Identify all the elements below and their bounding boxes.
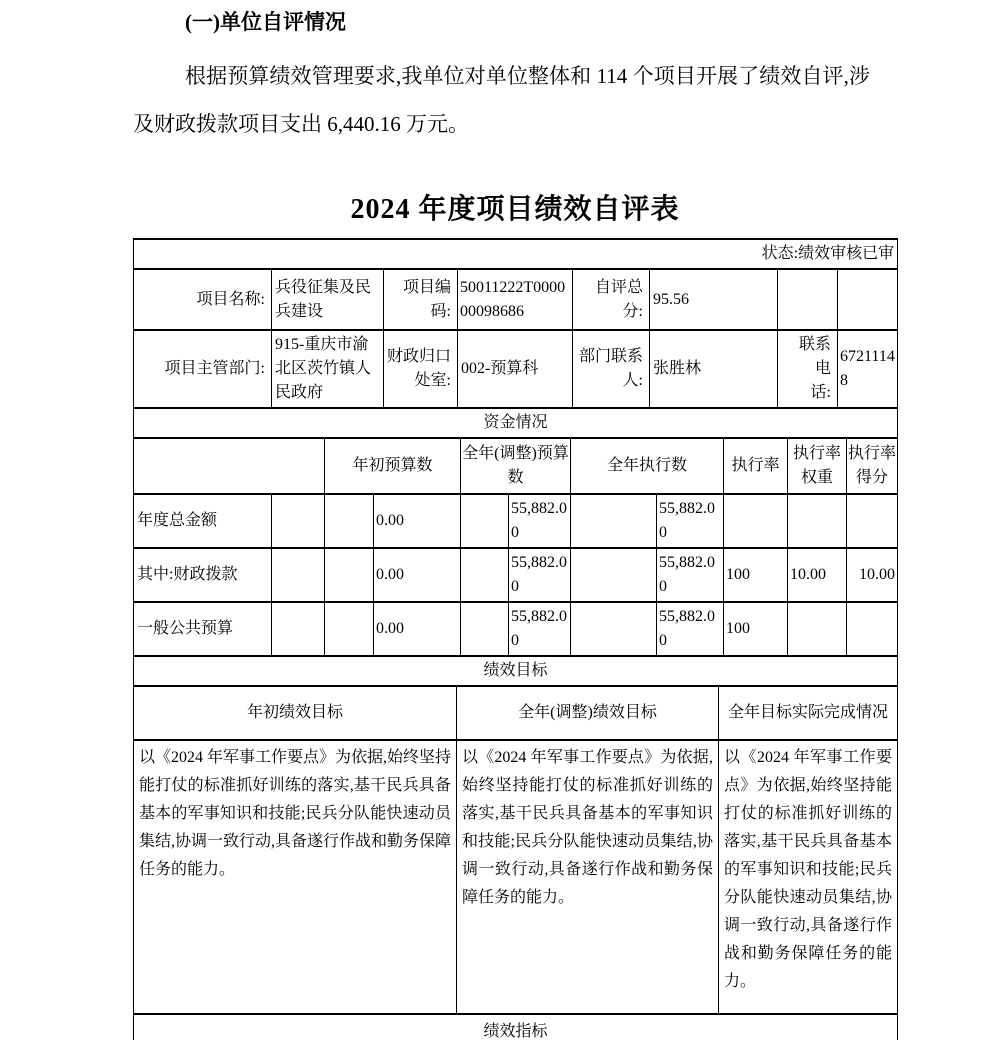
phone-label: 联系电话: [778,330,838,408]
empty-cell [272,548,325,602]
dept-value: 915-重庆市渝北区茨竹镇人民政府 [272,330,384,408]
goals-section-title: 绩效目标 [134,656,898,686]
self-score-label: 自评总分: [573,269,650,330]
empty-cell [272,602,325,656]
executed-value: 55,882.00 [657,494,724,548]
adjusted-budget-value: 55,882.00 [509,494,571,548]
indicators-table [133,1013,898,1040]
initial-budget-value: 0.00 [374,494,461,548]
empty-cell [272,494,325,548]
rate-value [724,494,788,548]
executed-value: 55,882.00 [657,548,724,602]
section-heading: (一)单位自评情况 [185,10,346,34]
funding-section-row [134,408,898,438]
indicators-section-title: 绩效指标 [134,1014,898,1040]
funding-row-label: 年度总金额 [134,494,272,548]
document-content [133,8,897,1040]
funding-header-score: 执行率得分 [847,438,898,494]
empty-cell [571,548,657,602]
empty-cell [571,602,657,656]
project-name-value: 兵役征集及民兵建设 [272,269,384,330]
goals-header-adjusted: 全年(调整)绩效目标 [457,686,719,740]
funding-header-initial: 年初预算数 [325,438,461,494]
table-title: 2024 年度项目绩效自评表 [350,194,680,225]
empty-cell [461,548,509,602]
project-name-row [134,269,898,330]
contact-label: 部门联系人: [573,330,650,408]
score-value [847,494,898,548]
funding-row-total [134,494,898,548]
score-value [847,602,898,656]
actual-goal-text: 以《2024 年军事工作要点》为依据,始终坚持能打仗的标准抓好训练的落实,基干民兵具备基本的军事知识和技能;民兵分队能快速动员集结,协调一致行动,具备遂行作战和勤务保障任务的能力。 [719,740,898,1014]
funding-row-label: 一般公共预算 [134,602,272,656]
project-code-label: 项目编码: [384,269,458,330]
project-name-label: 项目名称: [134,269,272,330]
finance-office-value: 002-预算科 [458,330,573,408]
empty-cell [461,494,509,548]
initial-goal-text: 以《2024 年军事工作要点》为依据,始终坚持能打仗的标准抓好训练的落实,基干民兵具备基本的军事知识和技能;民兵分队能快速动员集结,协调一致行动,具备遂行作战和勤务保障任务的能力。 [134,740,457,1014]
empty-cell [461,602,509,656]
indicators-section-row [134,1014,898,1040]
rate-value: 100 [724,548,788,602]
goals-text-row [134,740,898,1014]
weight-value [788,602,847,656]
status-row [134,239,898,269]
initial-budget-value: 0.00 [374,548,461,602]
executed-value: 55,882.00 [657,602,724,656]
goals-header-initial: 年初绩效目标 [134,686,457,740]
project-info-table [133,238,898,409]
contact-value: 张胜林 [650,330,778,408]
adjusted-budget-value: 55,882.00 [509,548,571,602]
department-row [134,330,898,408]
goals-table [133,655,898,1015]
funding-table [133,407,898,657]
funding-row-label: 其中:财政拨款 [134,548,272,602]
empty-cell [325,548,374,602]
funding-header-weight: 执行率权重 [788,438,847,494]
funding-header-blank [134,438,325,494]
score-value: 10.00 [847,548,898,602]
adjusted-budget-value: 55,882.00 [509,602,571,656]
self-score-value: 95.56 [650,269,778,330]
empty-cell [325,494,374,548]
empty-cell [838,269,898,330]
funding-row-public-budget [134,602,898,656]
funding-header-rate: 执行率 [724,438,788,494]
empty-cell [571,494,657,548]
phone-value: 67211148 [838,330,898,408]
funding-header-adjusted: 全年(调整)预算数 [461,438,571,494]
project-code-value: 50011222T000000098686 [458,269,573,330]
intro-paragraph: 根据预算绩效管理要求,我单位对单位整体和 114 个项目开展了绩效自评,涉及财政拨款项目支出 6,440.16 万元。 [133,64,870,136]
rate-value: 100 [724,602,788,656]
funding-header-executed: 全年执行数 [571,438,724,494]
weight-value: 10.00 [788,548,847,602]
funding-section-title: 资金情况 [134,408,898,438]
status-text: 状态:绩效审核已审 [134,239,898,269]
goals-section-row [134,656,898,686]
funding-header-row [134,438,898,494]
initial-budget-value: 0.00 [374,602,461,656]
goals-header-actual: 全年目标实际完成情况 [719,686,898,740]
empty-cell [325,602,374,656]
weight-value [788,494,847,548]
empty-cell [778,269,838,330]
adjusted-goal-text: 以《2024 年军事工作要点》为依据,始终坚持能打仗的标准抓好训练的落实,基干民兵具备基本的军事知识和技能;民兵分队能快速动员集结,协调一致行动,具备遂行作战和勤务保障任务的能力。 [457,740,719,1014]
dept-label: 项目主管部门: [134,330,272,408]
finance-office-label: 财政归口处室: [384,330,458,408]
funding-row-fiscal [134,548,898,602]
goals-header-row [134,686,898,740]
